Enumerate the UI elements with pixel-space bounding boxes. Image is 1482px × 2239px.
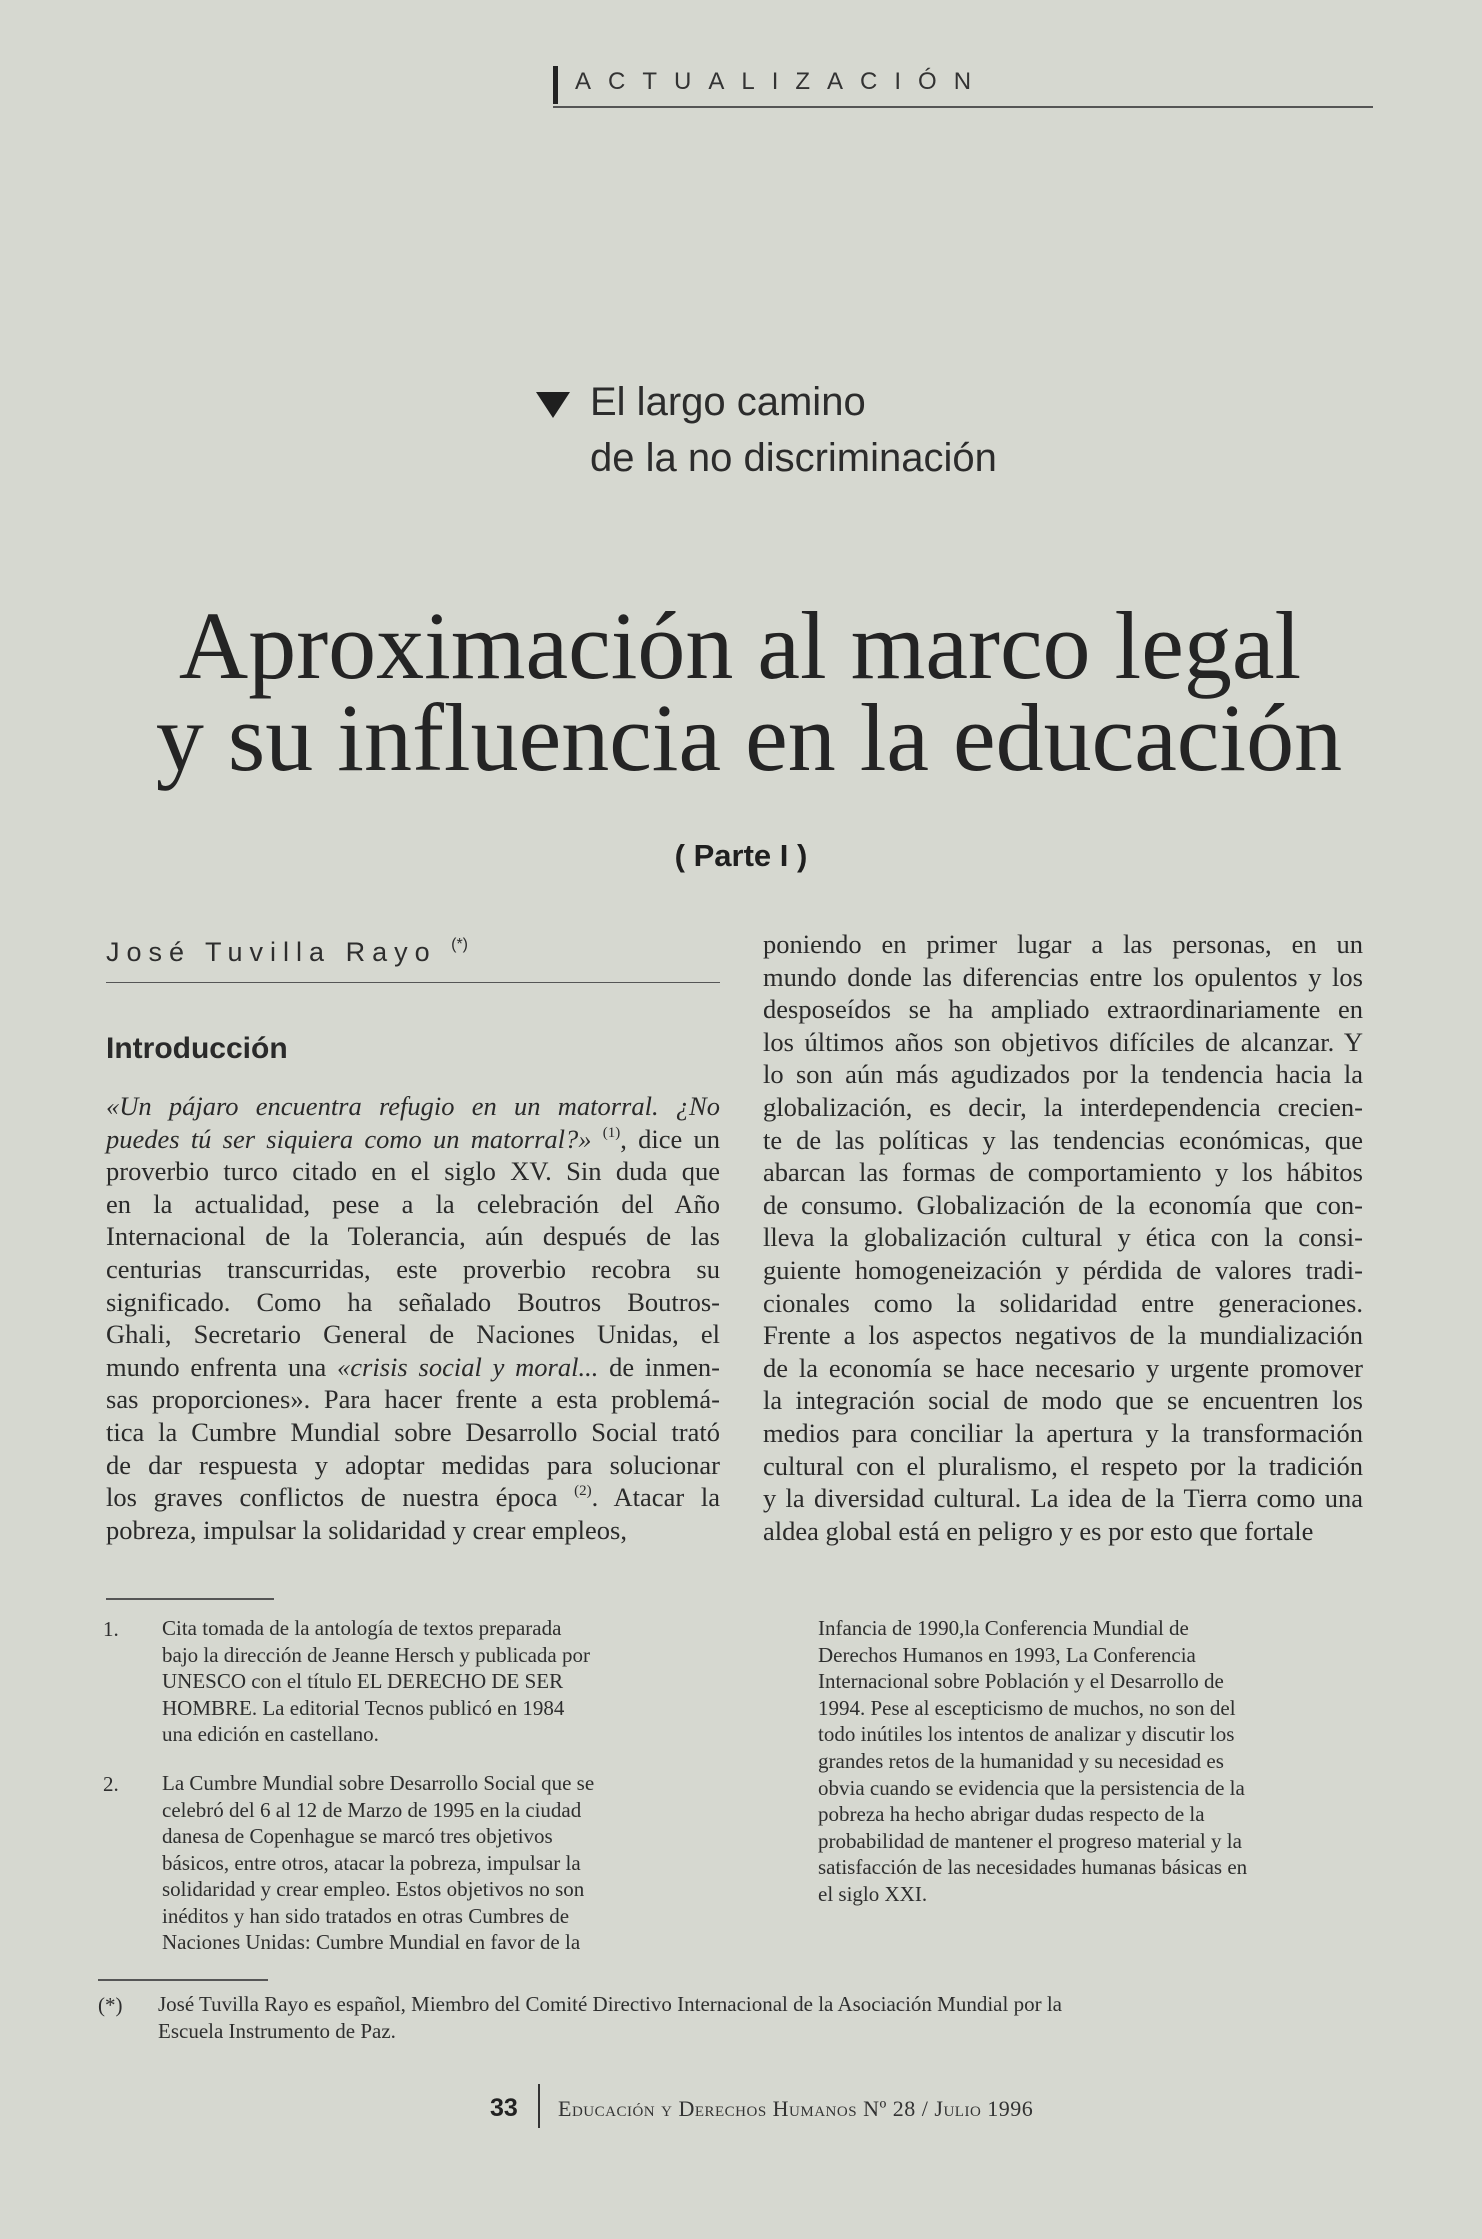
footnote-line: celebró del 6 al 12 de Marzo de 1995 en la ciudad bbox=[162, 1797, 582, 1822]
text-line: y la diversidad cultural. La idea de la Tierra como una bbox=[763, 1483, 1363, 1514]
author-note-rule bbox=[98, 1979, 268, 1981]
article-title-line: Aproximación al marco legal bbox=[178, 592, 1302, 699]
text-line: te de las políticas y las tendencias económicas, que bbox=[763, 1124, 1363, 1155]
page-number: 33 bbox=[490, 2094, 518, 2122]
text-line: de consumo. Globalización de la economía que con- bbox=[763, 1189, 1363, 1220]
article-title-line: y su influencia en la educación bbox=[155, 684, 1343, 791]
text-line: aldea global está en peligro y es por esto que fortale bbox=[763, 1515, 1314, 1546]
journal-name: Educación y Derechos Humanos Nº 28 / Julio 1996 bbox=[558, 2096, 1034, 2121]
footnote-line: Derechos Humanos en 1993, La Conferencia bbox=[818, 1642, 1196, 1667]
text-line: pobreza, impulsar la solidaridad y crear empleos, bbox=[106, 1514, 627, 1545]
footnote-line: HOMBRE. La editorial Tecnos publicó en 1984 bbox=[162, 1695, 565, 1720]
text-line: cultural con el pluralismo, el respeto por la tradición bbox=[763, 1450, 1363, 1481]
text-line: Frente a los aspectos negativos de la mundialización bbox=[763, 1320, 1363, 1351]
footnote-line: Infancia de 1990,la Conferencia Mundial de bbox=[818, 1616, 1189, 1640]
footnote-line: el siglo XXI. bbox=[818, 1882, 928, 1906]
text-line: «Un pájaro encuentra refugio en un matorral. ¿No bbox=[106, 1091, 720, 1121]
footnote-line: José Tuvilla Rayo es español, Miembro del Comité Directivo Internacional de la Asociación Mundial por la bbox=[158, 1992, 1062, 2016]
text-line: centurias transcurridas, este proverbio recobra su bbox=[106, 1254, 720, 1284]
section-heading: Introducción bbox=[106, 1032, 288, 1065]
text-line: Internacional de la Tolerancia, aún después de las bbox=[106, 1221, 720, 1252]
section-label: ACTUALIZACIÓN bbox=[575, 68, 989, 95]
text-line: desposeídos se ha ampliado extraordinariamente en bbox=[763, 994, 1363, 1025]
footnote-line: básicos, entre otros, atacar la pobreza, impulsar la bbox=[162, 1850, 581, 1875]
text-line: abarcan las formas de comportamiento y los hábitos bbox=[763, 1157, 1363, 1188]
footer-separator bbox=[538, 2084, 540, 2128]
footnote-line: La Cumbre Mundial sobre Desarrollo Social que se bbox=[162, 1771, 595, 1795]
text-line: mundo donde las diferencias entre los opulentos y los bbox=[763, 961, 1363, 992]
text-line: medios para conciliar la apertura y la transformación bbox=[763, 1418, 1363, 1448]
author-note-mark: (*) bbox=[98, 1993, 123, 2017]
text-line: lleva la globalización cultural y ética con la consi- bbox=[763, 1222, 1363, 1253]
text-line: significado. Como ha señalado Boutros Boutros- bbox=[106, 1286, 720, 1317]
text-line: de la economía se hace necesario y urgente promover bbox=[763, 1352, 1363, 1383]
section-header bbox=[553, 62, 1373, 108]
article-part: ( Parte I ) bbox=[674, 838, 808, 873]
author-name: José Tuvilla Rayo bbox=[106, 937, 437, 967]
text-line: poniendo en primer lugar a las personas, en un bbox=[763, 929, 1363, 959]
footnote-line: danesa de Copenhague se marcó tres objetivos bbox=[162, 1824, 553, 1848]
footnote-number: 1. bbox=[103, 1617, 119, 1641]
text-line: los graves conflictos de nuestra época $^{(2)}$. Atacar la bbox=[106, 1482, 720, 1513]
footnote-line: obvia cuando se evidencia que la persistencia de la bbox=[818, 1775, 1245, 1800]
text-line: puedes tú ser siquiera como un matorral?» $^{(1)}$, dice un bbox=[106, 1123, 721, 1154]
kicker-line: de la no discriminación bbox=[590, 436, 997, 480]
footnote-line: inéditos y han sido tratados en otras Cumbres de bbox=[162, 1903, 570, 1928]
author-mark: (*) bbox=[451, 936, 469, 953]
footnote-line: todo inútiles los intentos de analizar y discutir los bbox=[818, 1722, 1235, 1747]
footnote-line: solidaridad y crear empleo. Estos objetivos no son bbox=[162, 1877, 585, 1901]
footnote-line: Naciones Unidas: Cumbre Mundial en favor de la bbox=[162, 1930, 581, 1954]
footnote-line: pobreza ha hecho abrigar dudas respecto de la bbox=[818, 1802, 1205, 1827]
footnote-line: Internacional sobre Población y el Desarrollo de bbox=[818, 1669, 1224, 1694]
text-line: lo son aún más agudizados por la tendencia hacia la bbox=[763, 1059, 1363, 1090]
text-line: proverbio turco citado en el siglo XV. Sin duda que bbox=[106, 1156, 720, 1187]
footnote-line: 1994. Pese al escepticismo de muchos, no son del bbox=[818, 1695, 1236, 1720]
footnote-line: grandes retos de la humanidad y su necesidad es bbox=[818, 1749, 1224, 1773]
text-line: de dar respuesta y adoptar medidas para solucionar bbox=[106, 1449, 720, 1480]
footnote-rule bbox=[106, 1598, 274, 1600]
text-line: los últimos años son objetivos difíciles de alcanzar. Y bbox=[763, 1026, 1363, 1057]
footnote-line: bajo la dirección de Jeanne Hersch y publicada por bbox=[162, 1642, 590, 1667]
text-line: la integración social de modo que se encuentren los bbox=[763, 1385, 1363, 1416]
text-line: tica la Cumbre Mundial sobre Desarrollo Social trató bbox=[106, 1417, 720, 1447]
text-line: en la actualidad, pese a la celebración del Año bbox=[106, 1188, 720, 1219]
text-line: guiente homogeneización y pérdida de valores tradi- bbox=[763, 1255, 1363, 1285]
footnote-line: probabilidad de mantener el progreso material y la bbox=[818, 1828, 1242, 1853]
text-line: mundo enfrenta una «crisis social y moral... de inmen- bbox=[106, 1351, 720, 1382]
footnote-line: satisfacción de las necesidades humanas básicas en bbox=[818, 1855, 1248, 1880]
footnote-number: 2. bbox=[103, 1772, 119, 1796]
kicker-line: El largo camino bbox=[590, 380, 866, 424]
footnote-line: Cita tomada de la antología de textos preparada bbox=[162, 1616, 562, 1640]
footnote-line: Escuela Instrumento de Paz. bbox=[158, 2018, 396, 2043]
section-header-bar bbox=[553, 66, 558, 104]
text-line: globalización, es decir, la interdependencia crecien- bbox=[763, 1092, 1363, 1122]
triangle-down-icon bbox=[536, 392, 570, 418]
footnote-line: UNESCO con el título EL DERECHO DE SER bbox=[162, 1669, 564, 1693]
footnote-line: una edición en castellano. bbox=[162, 1722, 379, 1746]
text-line: Ghali, Secretario General de Naciones Unidas, el bbox=[106, 1319, 720, 1350]
text-line: sas proporciones». Para hacer frente a esta problemá- bbox=[106, 1384, 720, 1415]
author-byline bbox=[106, 936, 720, 983]
text-line: cionales como la solidaridad entre generaciones. bbox=[763, 1287, 1363, 1318]
